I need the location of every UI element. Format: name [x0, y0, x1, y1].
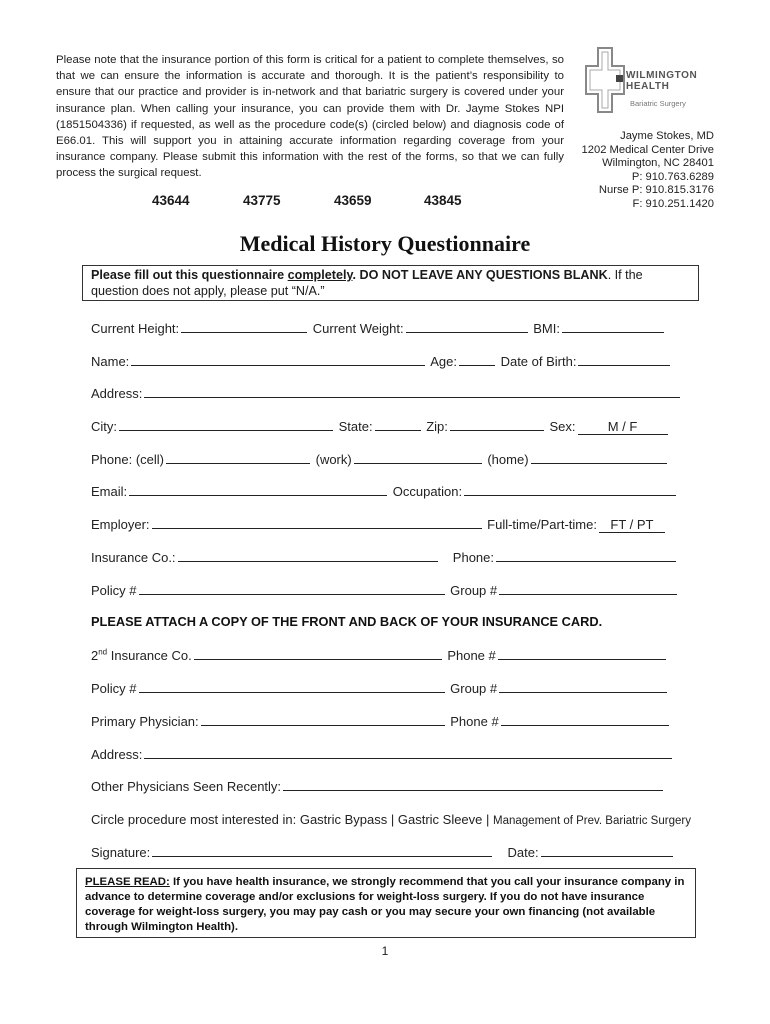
option-gastric-sleeve[interactable]: Gastric Sleeve [397, 812, 483, 827]
row-procedure-choice: Circle procedure most interested in: Gastric Bypass | Gastric Sleeve | Management of Prev. Bariatric Surgery [91, 812, 691, 827]
signature-field[interactable] [152, 844, 492, 857]
email-field[interactable] [129, 483, 387, 496]
instructions-part1: Please fill out this questionnaire [91, 268, 288, 282]
policy-2-field[interactable] [139, 680, 445, 693]
policy-label: Policy # [91, 583, 137, 598]
primary-physician-phone-field[interactable] [501, 713, 669, 726]
phone-cell-label: Phone: (cell) [91, 452, 164, 467]
bmi-label: BMI: [533, 321, 560, 336]
procedure-code[interactable]: 43845 [424, 193, 462, 208]
procedure-code[interactable]: 43644 [152, 193, 190, 208]
logo-line-1: WILMINGTON [626, 70, 698, 81]
instructions-completely: completely [287, 268, 353, 282]
address-line-2: Wilmington, NC 28401 [602, 157, 714, 170]
row-city [91, 418, 670, 435]
date-field[interactable] [541, 844, 673, 857]
row-policy-2 [91, 680, 669, 696]
insurance-co-label: Insurance Co.: [91, 550, 176, 565]
state-field[interactable] [375, 418, 421, 431]
row-primary-physician [91, 713, 671, 729]
group-2-field[interactable] [499, 680, 667, 693]
please-read-text: If you have health insurance, we strongly recommend that you call your insurance company in advance to determine coverage and/or exclusions for weight-loss surgery. If you do not have insurance coverage for weight-loss surgery, you may pay cash or you may secure your own financing (not available through Wilmington Health). [85, 876, 685, 933]
primary-physician-label: Primary Physician: [91, 714, 199, 729]
zip-field[interactable] [450, 418, 544, 431]
row-address-2 [91, 746, 674, 762]
row-phones [91, 451, 669, 467]
occupation-label: Occupation: [392, 484, 463, 499]
phone-cell-field[interactable] [166, 451, 310, 464]
age-field[interactable] [459, 353, 495, 366]
row-address [91, 385, 682, 401]
second-insurance-label: 2nd Insurance Co. [91, 647, 192, 663]
instructions-part4: . If the question does not apply, please put “N/A.” [91, 268, 643, 298]
fulltime-label: Full-time/Part-time: [487, 517, 597, 532]
policy-2-label: Policy # [91, 681, 137, 696]
height-label: Current Height: [91, 321, 180, 336]
doctor-name: Jayme Stokes, MD [620, 130, 714, 142]
phone-home-label: (home) [487, 452, 529, 467]
attach-card-notice: PLEASE ATTACH A COPY OF THE FRONT AND BACK OF YOUR INSURANCE CARD. [91, 614, 603, 629]
other-physicians-field[interactable] [283, 778, 663, 791]
logo-subtitle: Bariatric Surgery [630, 99, 686, 108]
name-label: Name: [91, 354, 130, 369]
please-read-label: PLEASE READ: [85, 876, 170, 888]
contact-block [582, 130, 714, 212]
procedure-code[interactable]: 43775 [243, 193, 281, 208]
height-field[interactable] [181, 320, 307, 333]
row-policy [91, 582, 679, 598]
group-field[interactable] [499, 582, 677, 595]
cross-logo-icon [580, 44, 630, 116]
row-employer [91, 516, 667, 533]
row-signature [91, 844, 675, 860]
state-label: State: [338, 419, 373, 434]
fulltime-field[interactable]: FT / PT [599, 517, 665, 533]
weight-label: Current Weight: [312, 321, 404, 336]
row-second-insurance [91, 647, 668, 663]
other-physicians-label: Other Physicians Seen Recently: [91, 779, 282, 794]
circle-procedure-label: Circle procedure most interested in: [91, 812, 297, 827]
primary-physician-field[interactable] [201, 713, 445, 726]
bmi-field[interactable] [562, 320, 664, 333]
address-2-field[interactable] [144, 746, 672, 759]
row-measurements [91, 320, 666, 336]
employer-field[interactable] [152, 516, 482, 529]
address-label: Address: [91, 386, 143, 401]
sex-field[interactable]: M / F [578, 419, 668, 435]
group-label: Group # [450, 583, 498, 598]
dob-label: Date of Birth: [500, 354, 577, 369]
wilmington-health-logo [580, 44, 720, 116]
phone: P: 910.763.6289 [631, 170, 714, 183]
page-title: Medical History Questionnaire [239, 231, 531, 256]
instructions-box [82, 265, 699, 301]
age-label: Age: [430, 354, 457, 369]
second-insurance-phone-label: Phone # [447, 648, 496, 663]
city-label: City: [91, 419, 117, 434]
instructions-part3: . DO NOT LEAVE ANY QUESTIONS BLANK [352, 268, 608, 282]
city-field[interactable] [119, 418, 333, 431]
sex-label: Sex: [549, 419, 576, 434]
insurance-phone-field[interactable] [496, 549, 676, 562]
row-insurance [91, 549, 678, 565]
weight-field[interactable] [406, 320, 528, 333]
please-read-box [76, 868, 696, 938]
group-2-label: Group # [450, 681, 498, 696]
policy-field[interactable] [139, 582, 445, 595]
occupation-field[interactable] [464, 483, 676, 496]
logo-line-2: HEALTH [626, 81, 670, 92]
fax: F: 910.251.1420 [632, 197, 714, 210]
phone-work-label: (work) [315, 452, 352, 467]
intro-paragraph: Please note that the insurance portion of this form is critical for a patient to complete themselves, so that we can ensure the information is accurate and thorough. It is the patient’s responsibility to ensure that our practice and provider is in-network and that bariatric surgery is covered under your insurance plan. When calling your insurance, you can provide them with Dr. Jayme Stokes NPI (1851504336) if requested, as well as the procedure code(s) (circled below) and diagnosis code of E66.01. This will support you in attaining accurate information regarding coverage from your insurance company. Please submit this information with the rest of the forms, so that we can fully process the surgical request. [56, 54, 564, 180]
row-name [91, 353, 672, 369]
second-insurance-phone-field[interactable] [498, 647, 666, 660]
procedure-code[interactable]: 43659 [334, 193, 372, 208]
address-field[interactable] [144, 385, 680, 398]
email-label: Email: [91, 484, 128, 499]
name-field[interactable] [131, 353, 425, 366]
second-insurance-field[interactable] [194, 647, 442, 660]
insurance-co-field[interactable] [178, 549, 438, 562]
address-2-label: Address: [91, 747, 143, 762]
employer-label: Employer: [91, 517, 150, 532]
row-email [91, 483, 678, 499]
primary-physician-phone-label: Phone # [450, 714, 499, 729]
nurse-phone: Nurse P: 910.815.3176 [598, 184, 714, 197]
option-management-prev-bariatric[interactable]: Management of Prev. Bariatric Surgery [493, 815, 691, 827]
row-other-physicians [91, 778, 665, 794]
signature-label: Signature: [91, 845, 151, 860]
option-gastric-bypass[interactable]: Gastric Bypass [299, 812, 388, 827]
date-label: Date: [507, 845, 539, 860]
insurance-phone-label: Phone: [452, 550, 494, 565]
dob-field[interactable] [578, 353, 670, 366]
address-line-1: 1202 Medical Center Drive [581, 143, 714, 156]
page-number: 1 [381, 944, 389, 958]
phone-work-field[interactable] [354, 451, 482, 464]
phone-home-field[interactable] [531, 451, 667, 464]
zip-label: Zip: [426, 419, 448, 434]
